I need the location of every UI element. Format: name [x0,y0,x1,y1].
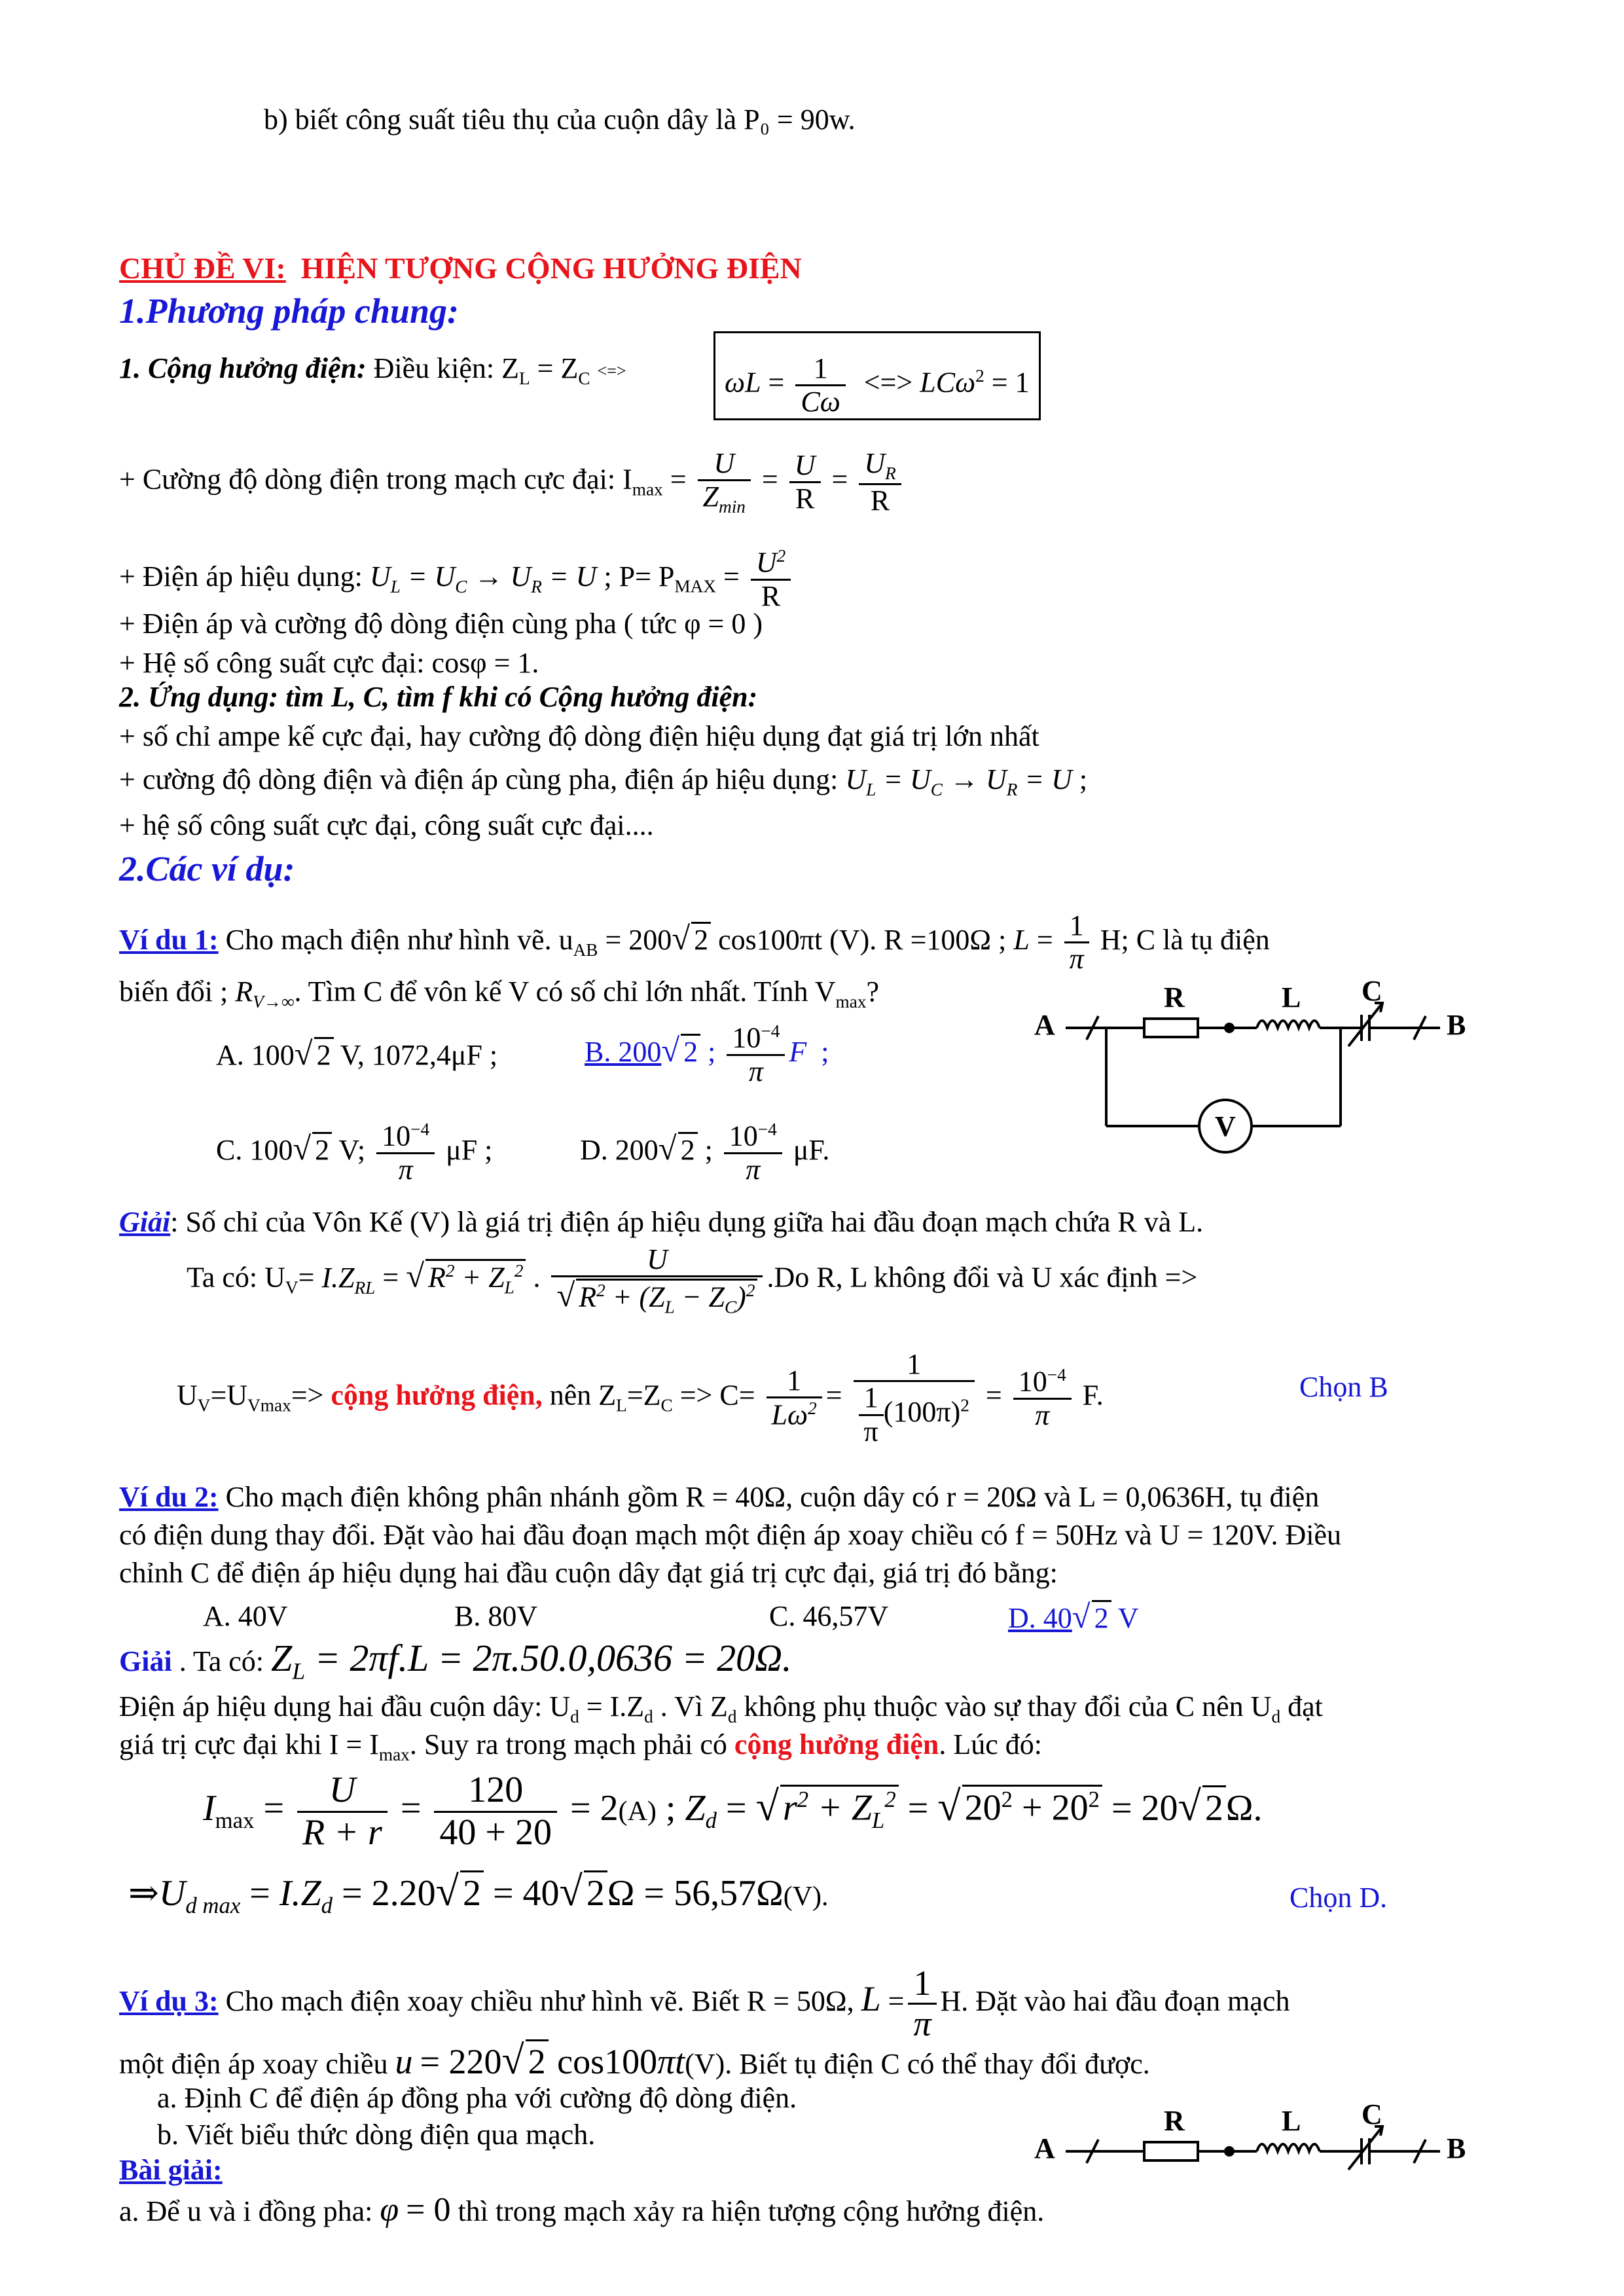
label-r: R [1164,981,1185,1013]
capacitor-arrow [1348,2126,1382,2170]
example-1-result: $U_V=U_{Vmax}=>$ cộng hưởng điện, nên $Z_L=Z_C => C=$ $\frac{1}{L\omega^2}$ = 1 $\frac{1}{\pi}$ $(100\pi)^2$ = $\frac{10^{-4}}{\pi}$ F. [177,1348,1104,1448]
resonance-formula: ωL = $\frac{1}{C\omega}$ <=> LCω$^2$ = 1 [713,331,1041,420]
circuit-diagram-1 [1021,975,1492,1159]
example-2-line1: Ví du 2: Cho mạch điện không phân nhánh gồm R = 40Ω, cuộn dây có r = 20Ω và L = 0,0636H, tụ điện [119,1481,1320,1513]
circuit-diagram-2 [1021,2095,1492,2187]
example-2-solution-line1: Điện áp hiệu dụng hai đầu cuộn dây: $U_d = I.Z_d$ . Vì $Z_d$ không phụ thuộc vào sự thay đổi của C nên $U_d$ đạt [119,1690,1323,1726]
example-1-choice: Chọn B [1299,1371,1388,1403]
item-b: b) biết công suất tiêu thụ của cuộn dây là P₀ = 90w. [264,103,856,136]
example-2-line3: chỉnh C để điện áp hiệu dụng hai đầu cuộn dây đạt giá trị cực đại, giá trị đó bằng: [119,1557,1058,1589]
method-heading: 1.Phương pháp chung: [119,291,459,331]
example-3-line1: Ví dụ 3: Cho mạch điện xoay chiều như hình vẽ. Biết R = 50Ω, L = $\frac{1}{\pi}$ H. Đặt vào hai đầu đoạn mạch [119,1963,1290,2044]
section-title: CHỦ ĐỀ VI: HIỆN TƯỢNG CỘNG HƯỞNG ĐIỆN [119,251,802,285]
label-l: L [1282,981,1301,1013]
application-1: + số chỉ ampe kế cực đại, hay cường độ dòng điện hiệu dụng đạt giá trị lớn nhất [119,720,1039,752]
resistor [1144,1019,1198,1037]
label-b: B [1447,1009,1466,1041]
example-1-solution: Giải: Số chỉ của Vôn Kế (V) là giá trị điện áp hiệu dụng giữa hai đầu đoạn mạch chứa R và L. [119,1206,1204,1238]
label-c: C [1362,2098,1382,2130]
label-v: V [1215,1110,1236,1142]
example-2-option-c: C. 46,57V [769,1600,889,1632]
label-b: B [1447,2132,1466,2164]
label-l: L [1282,2105,1301,2137]
example-3-line2: một điện áp xoay chiều u = 220√ 2 cos100πt(V). Biết tụ điện C có thể thay đổi được. [119,2038,1150,2083]
example-1-option-b: B. 200√ 2 ; $\frac{10^{-4}}{\pi}$ F ; [585,1021,829,1088]
example-3-part-b: b. Viết biểu thức dòng điện qua mạch. [157,2119,596,2151]
example-2-option-a: A. 40V [203,1600,288,1632]
junction-dot [1225,1024,1233,1032]
example-1-option-c: C. 100√ 2 V; $\frac{10^{-4}}{\pi}$ μF ; [216,1120,493,1186]
label-a: A [1034,1009,1055,1041]
inductor [1257,1021,1320,1028]
current-max: + Cường độ dòng điện trong mạch cực đại: $I_{max}$ = $\frac{U}{Z_{min}}$ = $\frac{U}{R}$ = $\frac{U_R}{R}$ [119,448,905,517]
example-1-statement: Ví du 1: Cho mạch điện như hình vẽ. $u_{AB} = 200√$ 2 cos100πt (V). R =100Ω ; L = $\frac{1}{\pi}$ H; C là tụ điện [119,909,1270,975]
application-3: + hệ số công suất cực đại, công suất cực đại.... [119,809,654,841]
example-2-option-d: D. 40√ 2 V [1008,1598,1139,1635]
label-a: A [1034,2132,1055,2164]
label-r: R [1164,2105,1185,2137]
capacitor-arrow [1348,1003,1382,1046]
resonance-condition: 1. Cộng hưởng điện: Điều kiện: $Z_L = Z_C$ <=> [119,352,626,388]
example-3-solution-a: a. Để u và i đồng pha: φ = 0 thì trong mạch xảy ra hiện tượng cộng hưởng điện. [119,2191,1045,2229]
example-1-line2: biến đổi ; $R_{V\to\infty}$. Tìm C để vôn kế V có số chỉ lớn nhất. Tính $V_{max}$? [119,975,879,1011]
example-2-solution-line2: giá trị cực đại khi $I = I_{max}$. Suy ra trong mạch phải có cộng hưởng điện. Lúc đó: [119,1728,1042,1764]
example-2-option-b: B. 80V [454,1600,538,1632]
resistor [1144,2142,1198,2160]
voltage-line: + Điện áp hiệu dụng: $U_L = U_C \to U_R = U$ ; $P= P_{MAX}$ = $\frac{U^2}{R}$ [119,546,795,612]
example-3-part-a: a. Định C để điện áp đồng pha với cường độ dòng điện. [157,2082,797,2114]
examples-heading: 2.Các ví dụ: [119,849,295,888]
example-1-taco: Ta có: $U_V= I.Z_{RL}$ = √ $R^2 + Z_L^2$ . $\frac{U}{√ R^2 + (Z_L - Z_C)^2}$ .Do R, L không đổi và U xác định => [187,1243,1198,1317]
pf-line: + Hệ số công suất cực đại: cosφ = 1. [119,647,539,679]
example-2-line2: có điện dung thay đổi. Đặt vào hai đầu đoạn mạch một điện áp xoay chiều có f = 50Hz và U = 120V. Điều [119,1519,1342,1551]
example-2-udmax: $\Rightarrow U_{d max} = I.Z_d = 2.20√$ 2 = 40√ 2Ω = 56,57Ω(V). [128,1868,829,1919]
application-2: + cường độ dòng điện và điện áp cùng pha, điện áp hiệu dụng: $U_L = U_C \to U_R = U$ ; [119,763,1088,799]
example-1-option-d: D. 200√ 2 ; $\frac{10^{-4}}{\pi}$ μF. [580,1120,830,1186]
inductor [1257,2144,1320,2151]
label-c: C [1362,975,1382,1007]
application-title: 2. Ứng dụng: tìm L, C, tìm f khi có Cộng hưởng điện: [119,681,758,713]
junction-dot [1225,2147,1233,2155]
example-2-solution-zl: Giải . Ta có: $Z_L = 2\pi f.L = 2\pi.50.0,0636 = 20\Omega$. [119,1637,792,1685]
phase-line: + Điện áp và cường độ dòng điện cùng pha ( tức φ = 0 ) [119,608,763,640]
example-2-imax: $I_{max}$ = $\frac{U}{R + r}$ = $\frac{120}{40 + 20}$ = 2(A) ; $Z_d$ = √ $r^2 + Z_L^2$ = √ $20^2 + 20^2 = 20√$ 2Ω. [203,1770,1263,1853]
example-2-choice: Chọn D. [1290,1882,1388,1914]
example-3-solution-label: Bài giải: [119,2154,223,2186]
example-1-option-a: A. 100√ 2 V, 1072,4μF ; [216,1035,498,1072]
